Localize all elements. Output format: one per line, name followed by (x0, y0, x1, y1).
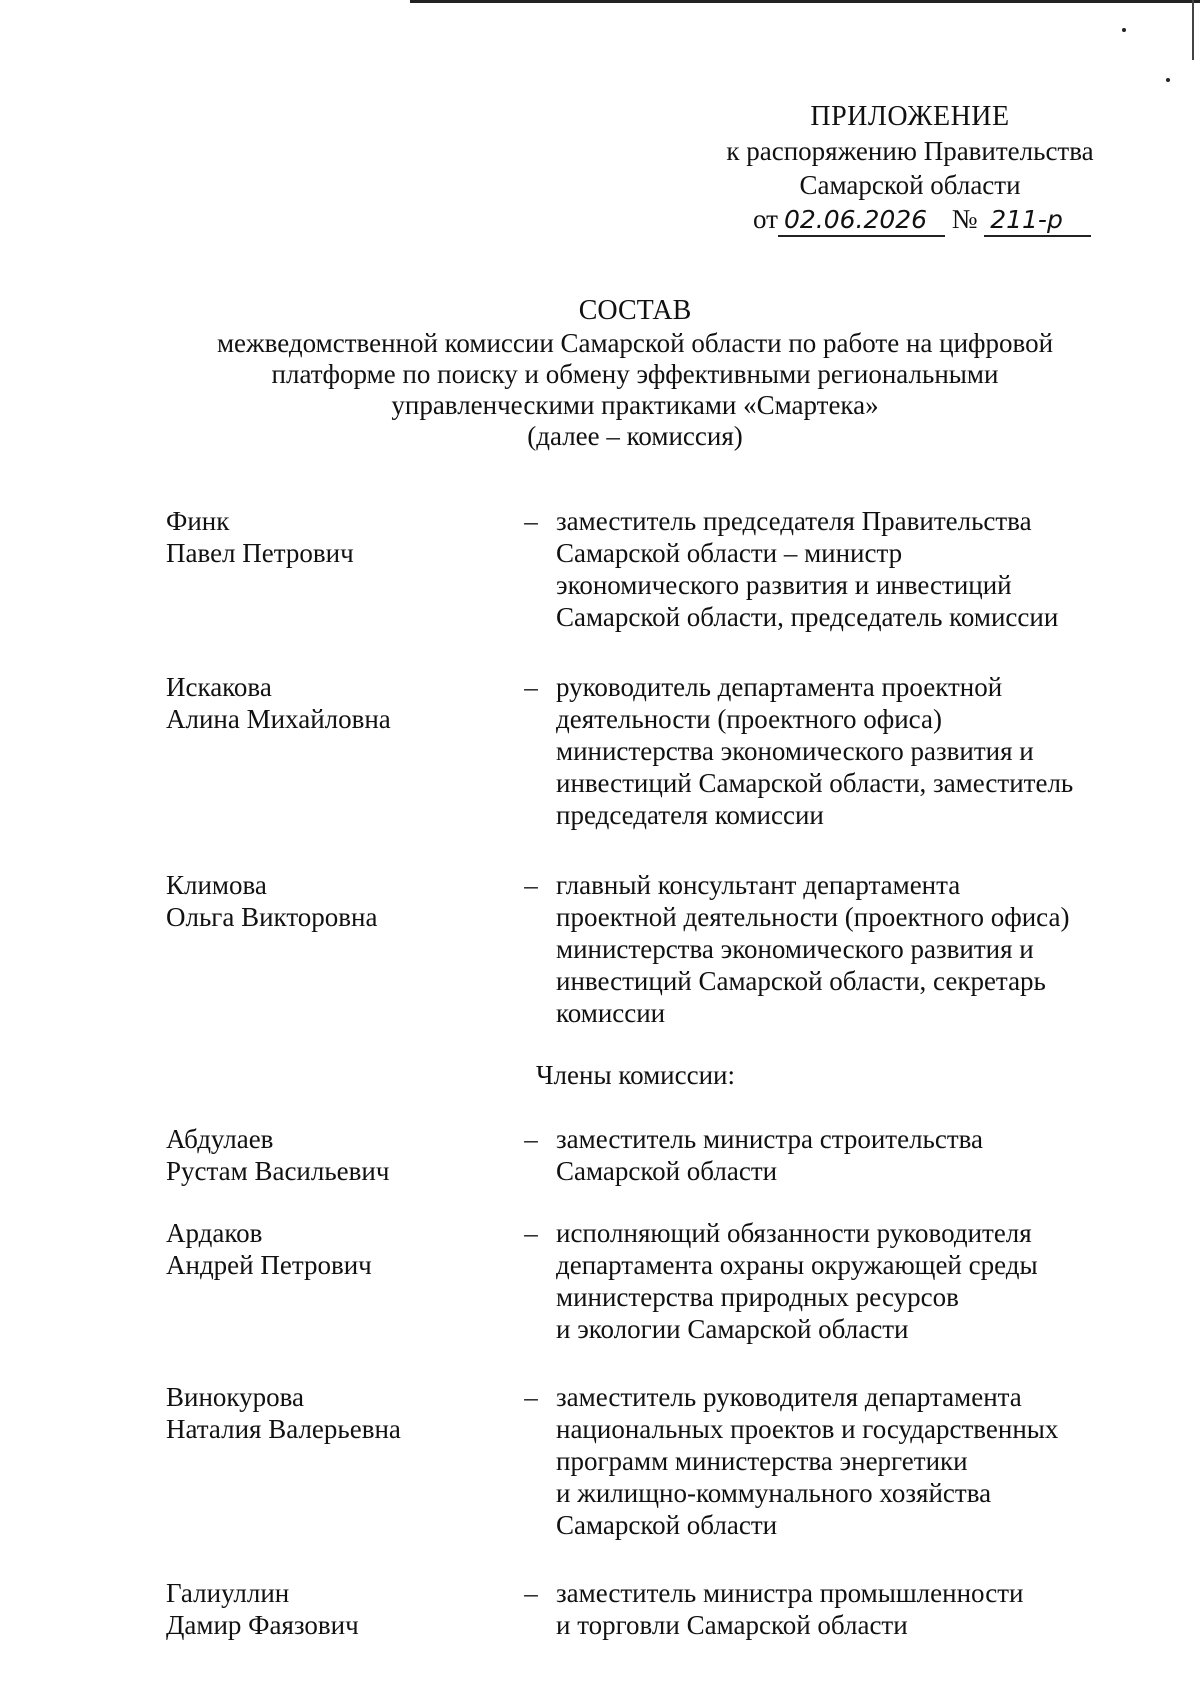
member-row (166, 1577, 1126, 1641)
member-surname: Винокурова (166, 1382, 305, 1412)
member-name (166, 671, 506, 735)
dash-separator: – (524, 1218, 538, 1248)
position-line: экономического развития и инвестиций (556, 570, 1012, 600)
dash-separator: – (524, 1124, 538, 1154)
member-surname: Ардаков (166, 1218, 263, 1248)
appendix-line-2: Самарской области (799, 170, 1021, 200)
position-line: заместитель председателя Правительства (556, 506, 1032, 536)
position-line: заместитель руководителя департамента (556, 1382, 1022, 1412)
member-given-name: Андрей Петрович (166, 1250, 372, 1280)
member-row (166, 1381, 1126, 1541)
position-line: деятельности (проектного офиса) (556, 704, 942, 734)
member-given-name: Алина Михайловна (166, 704, 391, 734)
members-section-label: Члены комиссии: (536, 1060, 735, 1090)
right-scan-border (1192, 0, 1194, 60)
order-number-sign: № (951, 204, 978, 234)
position-line: заместитель министра строительства (556, 1124, 984, 1154)
heading-title: СОСТАВ (578, 295, 692, 326)
scan-speck (1122, 28, 1126, 32)
position-line: Самарской области (556, 1510, 778, 1540)
member-given-name: Дамир Фаязович (166, 1610, 359, 1640)
order-line (753, 202, 1091, 237)
member-surname: Климова (166, 870, 267, 900)
appendix-line-1: к распоряжению Правительства (726, 136, 1094, 166)
member-row (166, 505, 1126, 633)
position-line: министерства природных ресурсов (556, 1282, 959, 1312)
heading-line-3: управленческими практиками «Смартека» (391, 390, 879, 420)
member-name (166, 1381, 506, 1445)
position-line: Самарской области, председатель комиссии (556, 602, 1059, 632)
member-position (556, 869, 1121, 1029)
appendix-title: ПРИЛОЖЕНИЕ (810, 101, 1010, 132)
member-surname: Абдулаев (166, 1124, 274, 1154)
dash-separator: – (524, 672, 538, 702)
document-heading (170, 295, 1100, 452)
position-line: национальных проектов и государственных (556, 1414, 1059, 1444)
member-row (166, 1123, 1126, 1187)
member-name (166, 869, 506, 933)
heading-line-2: платформе по поиску и обмену эффективными региональными (271, 359, 999, 389)
member-position (556, 505, 1121, 633)
position-line: заместитель министра промышленности (556, 1578, 1024, 1608)
member-position (556, 671, 1121, 831)
dash-separator: – (524, 870, 538, 900)
heading-line-1: межведомственной комиссии Самарской области по работе на цифровой (216, 328, 1054, 358)
position-line: главный консультант департамента (556, 870, 961, 900)
member-position (556, 1577, 1121, 1641)
position-line: Самарской области – министр (556, 538, 903, 568)
member-given-name: Рустам Васильевич (166, 1156, 390, 1186)
dash-separator: – (524, 506, 538, 536)
position-line: и экологии Самарской области (556, 1314, 909, 1344)
position-line: и торговли Самарской области (556, 1610, 908, 1640)
member-name (166, 1123, 506, 1187)
position-line: комиссии (556, 998, 666, 1028)
member-given-name: Павел Петрович (166, 538, 354, 568)
heading-line-4: (далее – комиссия) (527, 421, 743, 451)
position-line: руководитель департамента проектной (556, 672, 1003, 702)
scan-speck (1166, 78, 1170, 82)
position-line: Самарской области (556, 1156, 778, 1186)
member-surname: Финк (166, 506, 230, 536)
member-row (166, 869, 1126, 1029)
member-row (166, 671, 1126, 831)
position-line: департамента охраны окружающей среды (556, 1250, 1038, 1280)
appendix-block (700, 100, 1120, 202)
member-name (166, 505, 506, 569)
position-line: инвестиций Самарской области, секретарь (556, 966, 1046, 996)
commission-members-list (166, 505, 1126, 1641)
position-line: председателя комиссии (556, 800, 824, 830)
member-name (166, 1217, 506, 1281)
position-line: программ министерства энергетики (556, 1446, 968, 1476)
position-line: министерства экономического развития и (556, 934, 1034, 964)
member-position (556, 1217, 1121, 1345)
dash-separator: – (524, 1382, 538, 1412)
position-line: исполняющий обязанности руководителя (556, 1218, 1032, 1248)
position-line: проектной деятельности (проектного офиса) (556, 902, 1070, 932)
member-position (556, 1381, 1121, 1541)
position-line: инвестиций Самарской области, заместитель (556, 768, 1074, 798)
top-scan-border (410, 0, 1200, 3)
order-number-handwritten: 211-р (984, 205, 1091, 237)
member-row (166, 1217, 1126, 1345)
member-name (166, 1577, 506, 1641)
member-given-name: Наталия Валерьевна (166, 1414, 401, 1444)
dash-separator: – (524, 1578, 538, 1608)
member-surname: Галиуллин (166, 1578, 290, 1608)
order-date-handwritten: 02.06.2026 (778, 205, 945, 237)
position-line: и жилищно-коммунального хозяйства (556, 1478, 992, 1508)
member-given-name: Ольга Викторовна (166, 902, 378, 932)
member-position (556, 1123, 1121, 1187)
position-line: министерства экономического развития и (556, 736, 1034, 766)
member-surname: Искакова (166, 672, 272, 702)
order-prefix: от (753, 204, 778, 234)
